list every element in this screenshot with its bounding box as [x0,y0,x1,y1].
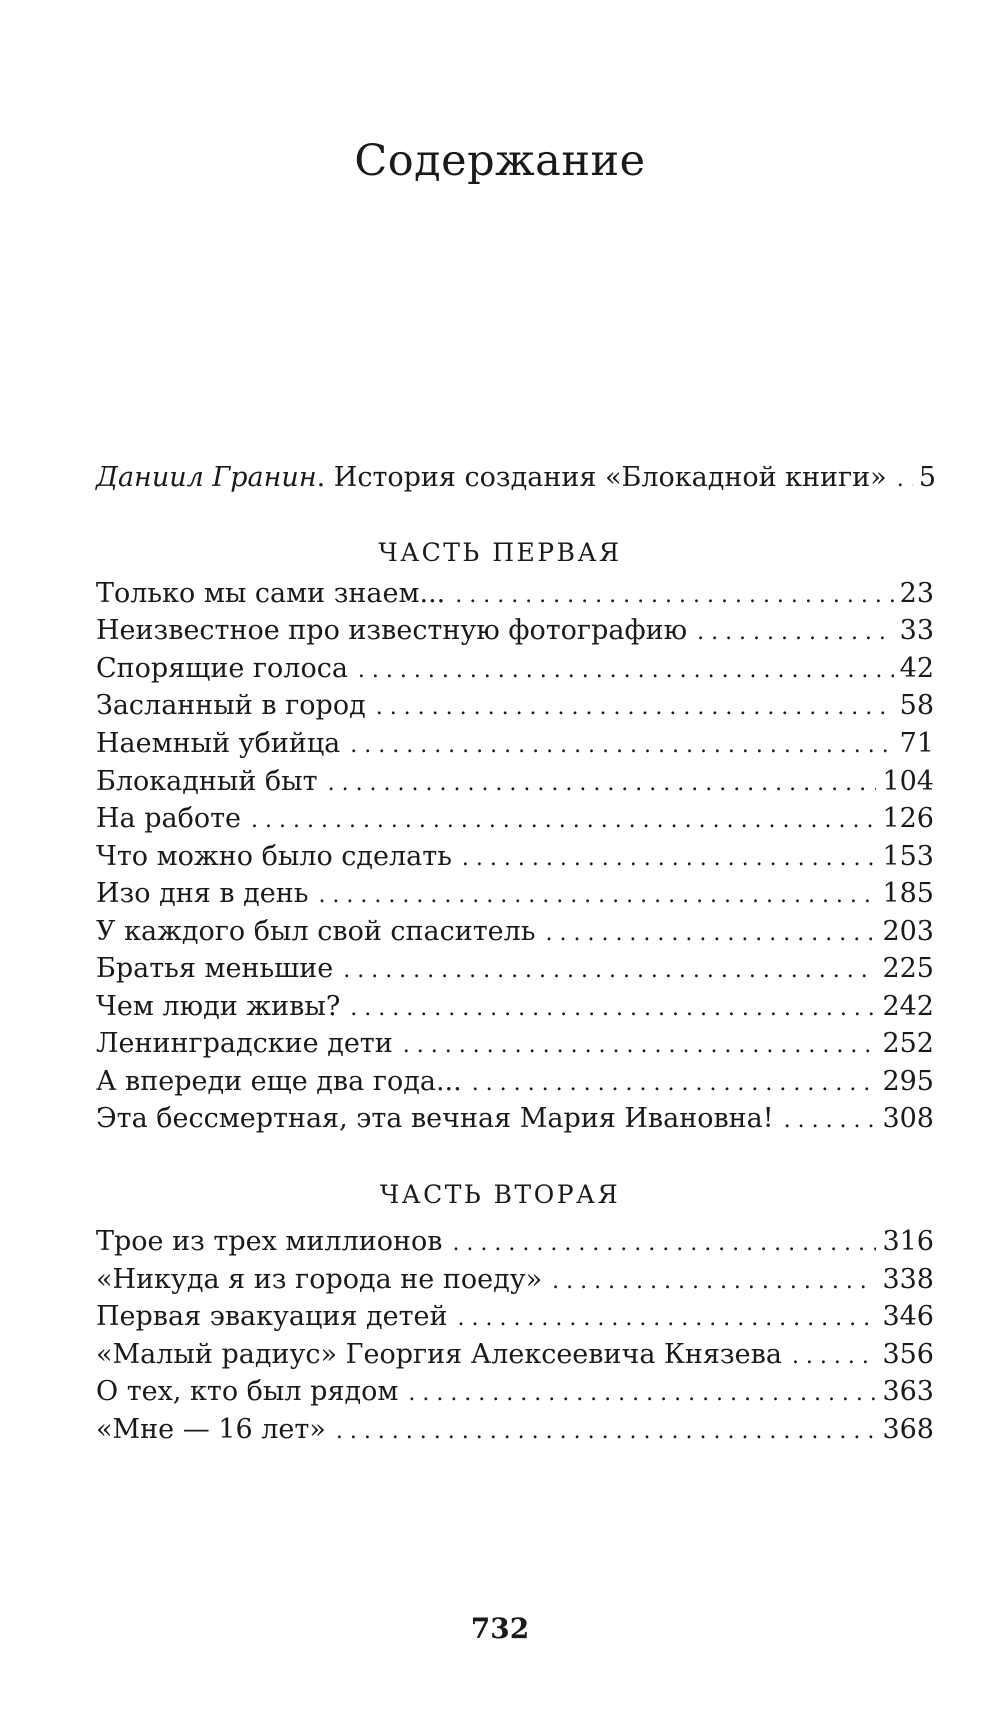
toc-entry-label: Чем люди живы? [96,991,341,1022]
leader-dots [358,651,894,689]
toc-entry-label: Первая эвакуация детей [96,1301,448,1332]
toc-page-number: 126 [882,803,934,834]
toc-page-number: 338 [882,1264,934,1295]
toc-entry-label: Засланный в город [96,690,366,721]
toc-page-number: 33 [899,615,934,646]
leader-dots [452,1224,876,1262]
toc-entry-label: Эта бессмертная, эта вечная Мария Ивановна! [96,1103,774,1134]
toc-entry [96,764,934,802]
toc-page-number: 58 [899,690,934,721]
toc-entry-text: . История создания «Блокадной книги» [316,462,887,493]
toc-entry-label: У каждого был свой спаситель [96,916,536,947]
toc-entry-label: Только мы сами знаем... [96,578,446,609]
leader-dots [472,1064,877,1102]
page-title: Содержание [354,136,646,186]
part-heading-2: ЧАСТЬ ВТОРАЯ [379,1180,621,1209]
toc-page-number: 225 [882,953,934,984]
leader-dots [455,576,893,614]
toc-entry-label: «Малый радиус» Георгия Алексеевича Князева [96,1339,782,1370]
leader-dots [458,1299,877,1337]
leader-dots [350,989,876,1027]
toc-entry [96,1337,934,1375]
page-number: 732 [470,1612,530,1645]
toc-page-number: 5 [918,462,936,493]
toc-entry [96,651,934,689]
toc-entry [96,989,934,1027]
toc-entry [96,1374,934,1412]
toc-entry-label: О тех, кто был рядом [96,1376,399,1407]
toc-entry [96,726,934,764]
leader-dots [784,1101,877,1139]
toc-entry [96,1026,934,1064]
toc-page-number: 252 [882,1028,934,1059]
toc-entry [96,613,934,651]
toc-entry-label: «Мне — 16 лет» [96,1414,326,1445]
leader-dots [403,1026,877,1064]
toc-page-number: 363 [882,1376,934,1407]
toc-page-number: 316 [882,1226,934,1257]
toc-page-number: 242 [882,991,934,1022]
toc-entry-label [96,460,887,496]
toc-page-number: 356 [882,1339,934,1370]
toc-entry-label: Наемный убийца [96,728,341,759]
toc-entry [96,1412,934,1450]
toc-page-number: 185 [882,878,934,909]
toc-author: Даниил Гранин [96,462,317,493]
toc-entry [96,914,934,952]
toc-entry-label: Спорящие голоса [96,653,348,684]
toc-entry-label: Ленинградские дети [96,1028,393,1059]
toc-entry-label: А впереди еще два года... [96,1066,462,1097]
leader-dots [792,1337,877,1375]
leader-dots [552,1262,876,1300]
toc-entry [96,1064,934,1102]
toc-entry-label: Блокадный быт [96,766,318,797]
toc-page-number: 203 [882,916,934,947]
toc-entry-label: Изо дня в день [96,878,309,909]
leader-dots [251,801,876,839]
toc-entry-label: На работе [96,803,242,834]
toc-entry [96,1101,934,1139]
toc-entry [96,688,934,726]
leader-dots [328,764,877,802]
toc-entry [96,1262,934,1300]
toc-page-number: 308 [882,1103,934,1134]
part-heading-1: ЧАСТЬ ПЕРВАЯ [378,538,622,567]
toc-page-number: 346 [882,1301,934,1332]
toc-page-number: 104 [882,766,934,797]
toc-page-number: 295 [882,1066,934,1097]
leader-dots [546,914,877,952]
toc-entry-label: Братья меньшие [96,953,334,984]
leader-dots [376,688,894,726]
leader-dots [350,726,893,764]
leader-dots [462,839,877,877]
toc-page-number: 368 [882,1414,934,1445]
toc-entry [96,576,934,614]
toc-entry [96,801,934,839]
leader-dots [897,460,913,498]
leader-dots [408,1374,876,1412]
toc-entry-label: «Никуда я из города не поеду» [96,1264,543,1295]
toc-page-number: 23 [899,578,934,609]
toc-entry-label: Что можно было сделать [96,841,452,872]
toc-entry [96,1299,934,1337]
leader-dots [318,876,876,914]
toc-entry-label: Трое из трех миллионов [96,1226,443,1257]
toc-entry-label: Неизвестное про известную фотографию [96,615,688,646]
toc-entry [96,1224,934,1262]
leader-dots [343,951,876,989]
toc-page-number: 71 [899,728,934,759]
leader-dots [336,1412,877,1450]
leader-dots [697,613,894,651]
toc-page-number: 42 [899,653,934,684]
toc-entry-intro [96,460,936,498]
toc-entry [96,951,934,989]
toc-page-number: 153 [882,841,934,872]
toc-entry [96,876,934,914]
toc-entry [96,839,934,877]
